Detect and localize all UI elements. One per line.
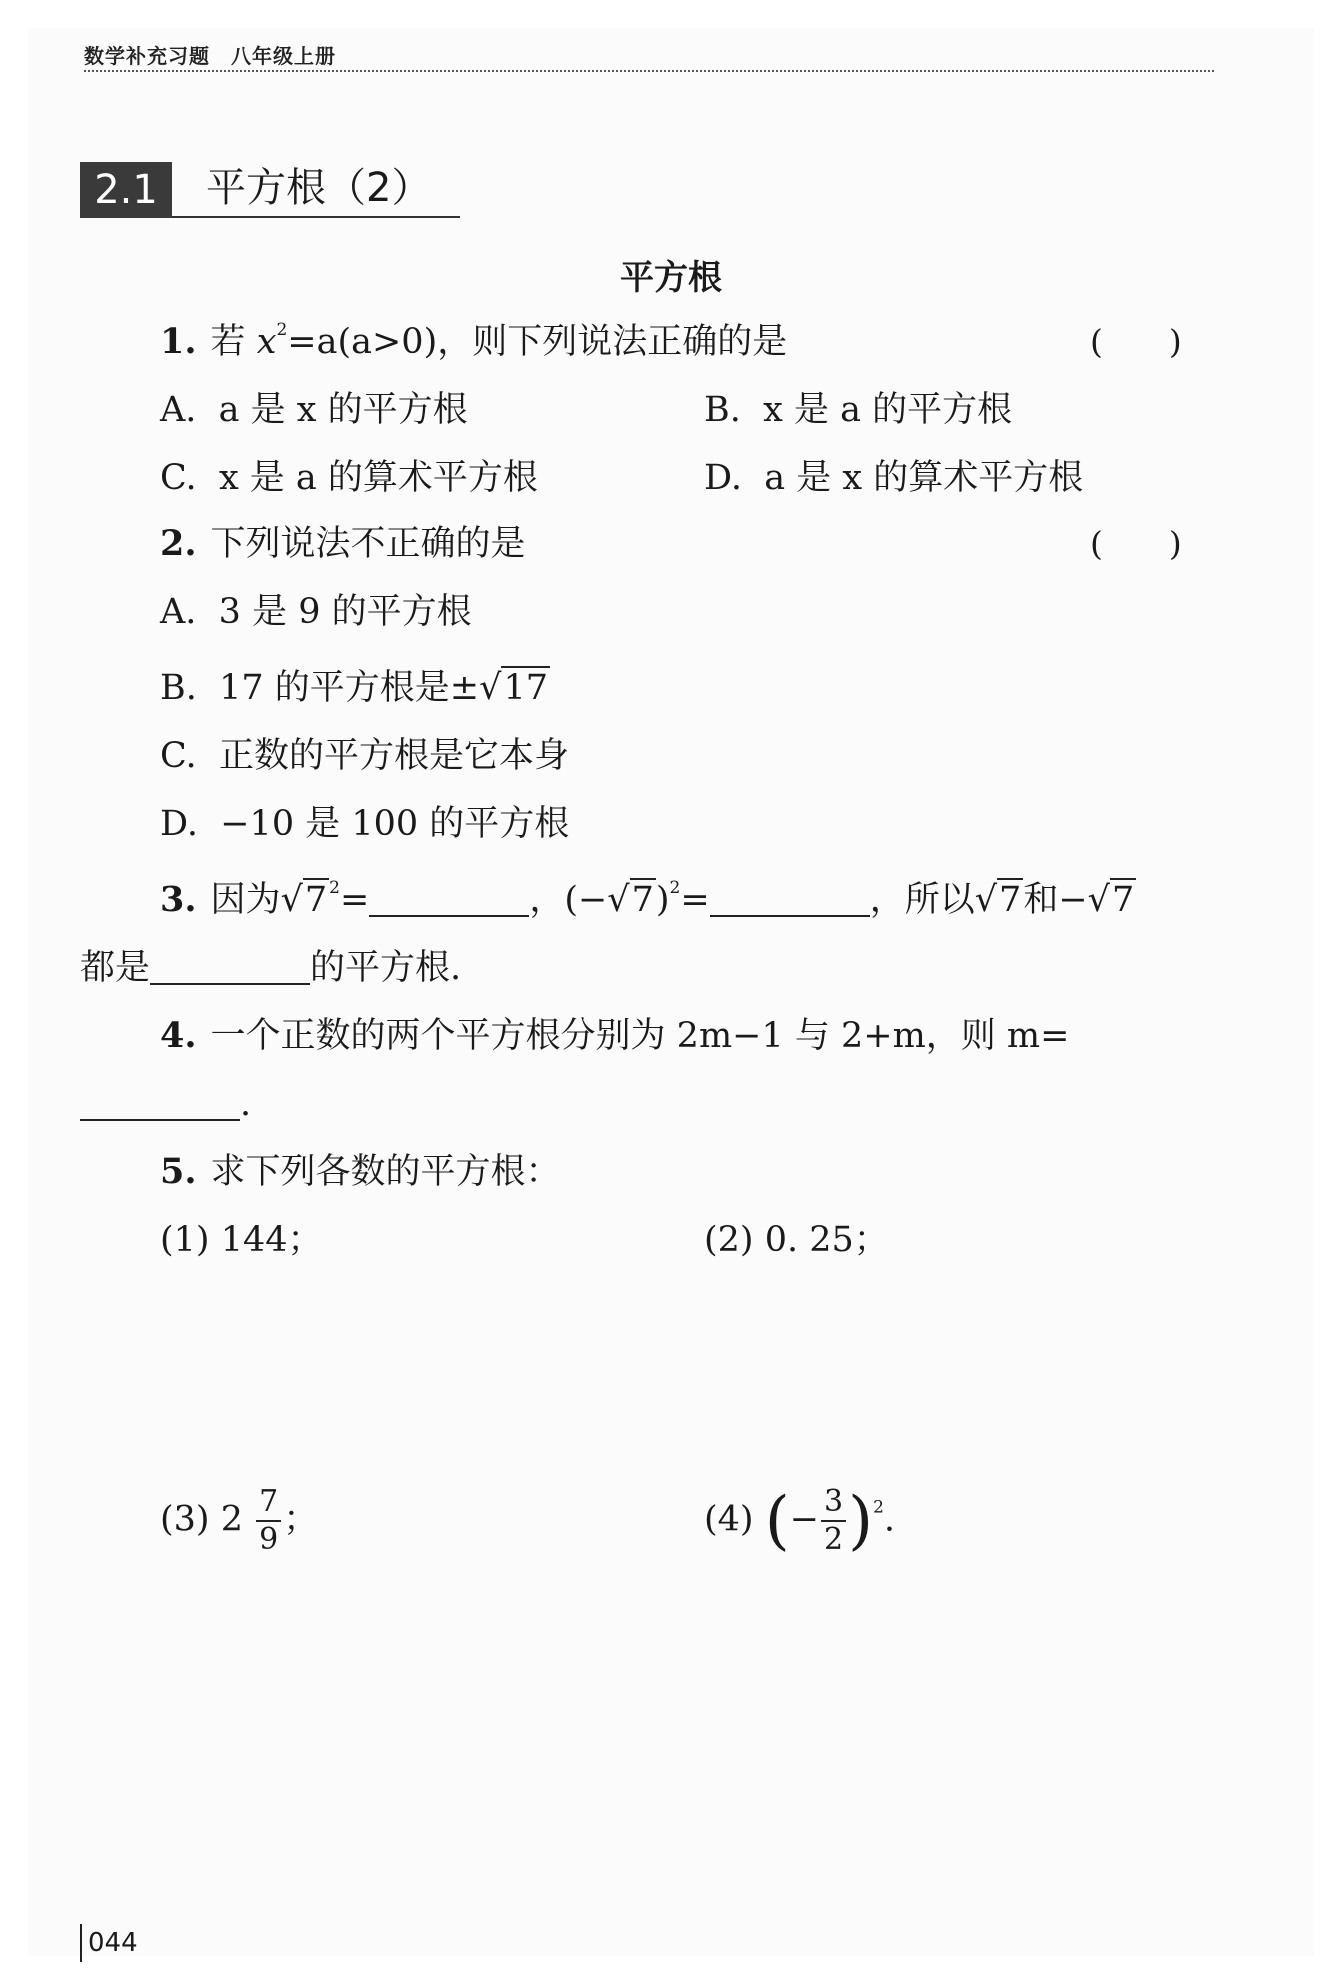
q2-option-a-text: 3 是 9 的平方根 [218,592,472,632]
q3-equals-2: = [680,880,710,920]
q3-equals-1: = [339,880,370,920]
q5-stem [160,1148,561,1196]
q4-blank[interactable] [80,1085,240,1121]
q3-blank-2[interactable] [710,881,870,917]
q4-end: . [240,1084,252,1124]
q2-option-c-label: C. [160,736,197,776]
q1-option-d-text: a 是 x 的算术平方根 [764,458,1084,498]
q3-line1 [160,876,1136,924]
q1-option-c-label: C. [160,458,197,498]
q3-mid-4: ，所以 [869,880,975,920]
q1-option-a-text: a 是 x 的平方根 [218,390,468,430]
q1-option-b-text: x 是 a 的平方根 [763,390,1013,430]
fraction-numerator: 7 [256,1484,281,1522]
q4-number: 4. [160,1015,197,1056]
section-number-badge: 2.1 [80,162,172,218]
right-paren: ) [848,1484,874,1558]
q3-and: 和− [1023,880,1088,920]
q5-part-4 [704,1484,895,1558]
q3-number: 3. [160,879,197,920]
q3-mid-1: ，(− [529,880,608,920]
q3-radicand-1: 7 [304,880,328,920]
q3-radicand-3: 7 [999,880,1022,920]
q5-part-4-label: (4) [704,1499,754,1540]
fraction-denominator: 9 [259,1522,279,1557]
q3-blank-1[interactable] [369,881,529,917]
q2-option-d-label: D. [160,804,198,844]
q2-option-a [160,588,472,636]
q2-option-c-text: 正数的平方根是它本身 [218,736,569,776]
q3-exponent-1: 2 [329,878,340,898]
left-paren: ( [764,1484,790,1558]
q5-part-4-fraction [821,1484,846,1558]
q2-option-b [160,664,550,712]
q2-option-b-radicand: 17 [503,668,548,708]
q1-stem-a: 若 [210,322,257,362]
q3-line2-post: 的平方根. [310,948,462,988]
book-header: 数学补充习题 八年级上册 [84,44,336,68]
q3-exponent-2: 2 [669,878,681,898]
q2-number: 2. [160,523,197,564]
q1-option-c-text: x 是 a 的算术平方根 [218,458,538,498]
fraction-numerator: 3 [821,1484,846,1522]
q1-option-a [160,386,468,434]
q1-option-b-label: B. [704,390,741,430]
q1-exponent: 2 [276,320,288,340]
q2-option-d [160,800,569,848]
q1-stem-b: =a(a>0)，则下列说法正确的是 [287,322,788,362]
section-title: 平方根（2） [206,165,432,211]
q2-option-a-label: A. [160,592,197,632]
q5-part-3-label: (3) 2 [160,1499,243,1540]
q2-option-c [160,732,569,780]
q2-option-d-text: −10 是 100 的平方根 [220,804,570,844]
q3-blank-3[interactable] [150,949,310,985]
q2-answer-paren: ( ) [1090,524,1182,563]
q3-mid-2: ) [655,880,670,920]
sqrt-sign: √ [280,880,303,920]
q3-line2 [80,944,461,992]
fraction-denominator: 2 [824,1522,844,1557]
q5-part-3-end: ； [283,1499,319,1540]
q1-option-d [704,454,1083,502]
q4-answer-line [80,1080,251,1128]
q5-part-2: (2) 0. 25； [704,1220,889,1260]
q2-stem [160,520,526,568]
q1-option-d-label: D. [704,458,742,498]
page-number: 044 [80,1924,138,1962]
header-divider [84,70,1214,72]
subtitle: 平方根 [620,258,722,298]
q1-answer-paren: ( ) [1090,322,1182,361]
sqrt-sign: √ [974,880,998,920]
q1-option-c [160,454,538,502]
q1-stem [160,318,787,366]
q5-part-3-fraction [256,1484,281,1558]
q5-part-4-sign: − [789,1499,820,1540]
q3-pre: 因为 [210,880,281,920]
q5-part-4-end: . [883,1499,896,1540]
section-underline [172,216,460,218]
q3-line2-pre: 都是 [80,948,151,988]
q5-part-1: (1) 144； [160,1220,323,1260]
q1-option-b [704,386,1012,434]
q1-var-x: x [256,322,277,362]
q5-part-3 [160,1484,318,1558]
q2-option-b-text: 17 的平方根是± [219,668,480,708]
q3-radicand-4: 7 [1111,880,1135,920]
sqrt-sign: √ [479,668,502,708]
q2-option-b-label: B. [160,668,197,708]
q2-stem-text: 下列说法不正确的是 [210,524,526,564]
q5-stem-text: 求下列各数的平方根： [210,1152,561,1192]
sqrt-sign: √ [607,880,630,920]
q4-stem-text: 一个正数的两个平方根分别为 2m−1 与 2+m，则 m= [210,1016,1070,1056]
q3-radicand-2: 7 [631,880,654,920]
q1-option-a-label: A. [160,390,197,430]
q5-number: 5. [160,1151,197,1192]
sqrt-sign: √ [1087,880,1110,920]
q1-number: 1. [160,321,197,362]
q4-stem [160,1012,1069,1060]
q5-part-4-exponent: 2 [873,1497,884,1518]
